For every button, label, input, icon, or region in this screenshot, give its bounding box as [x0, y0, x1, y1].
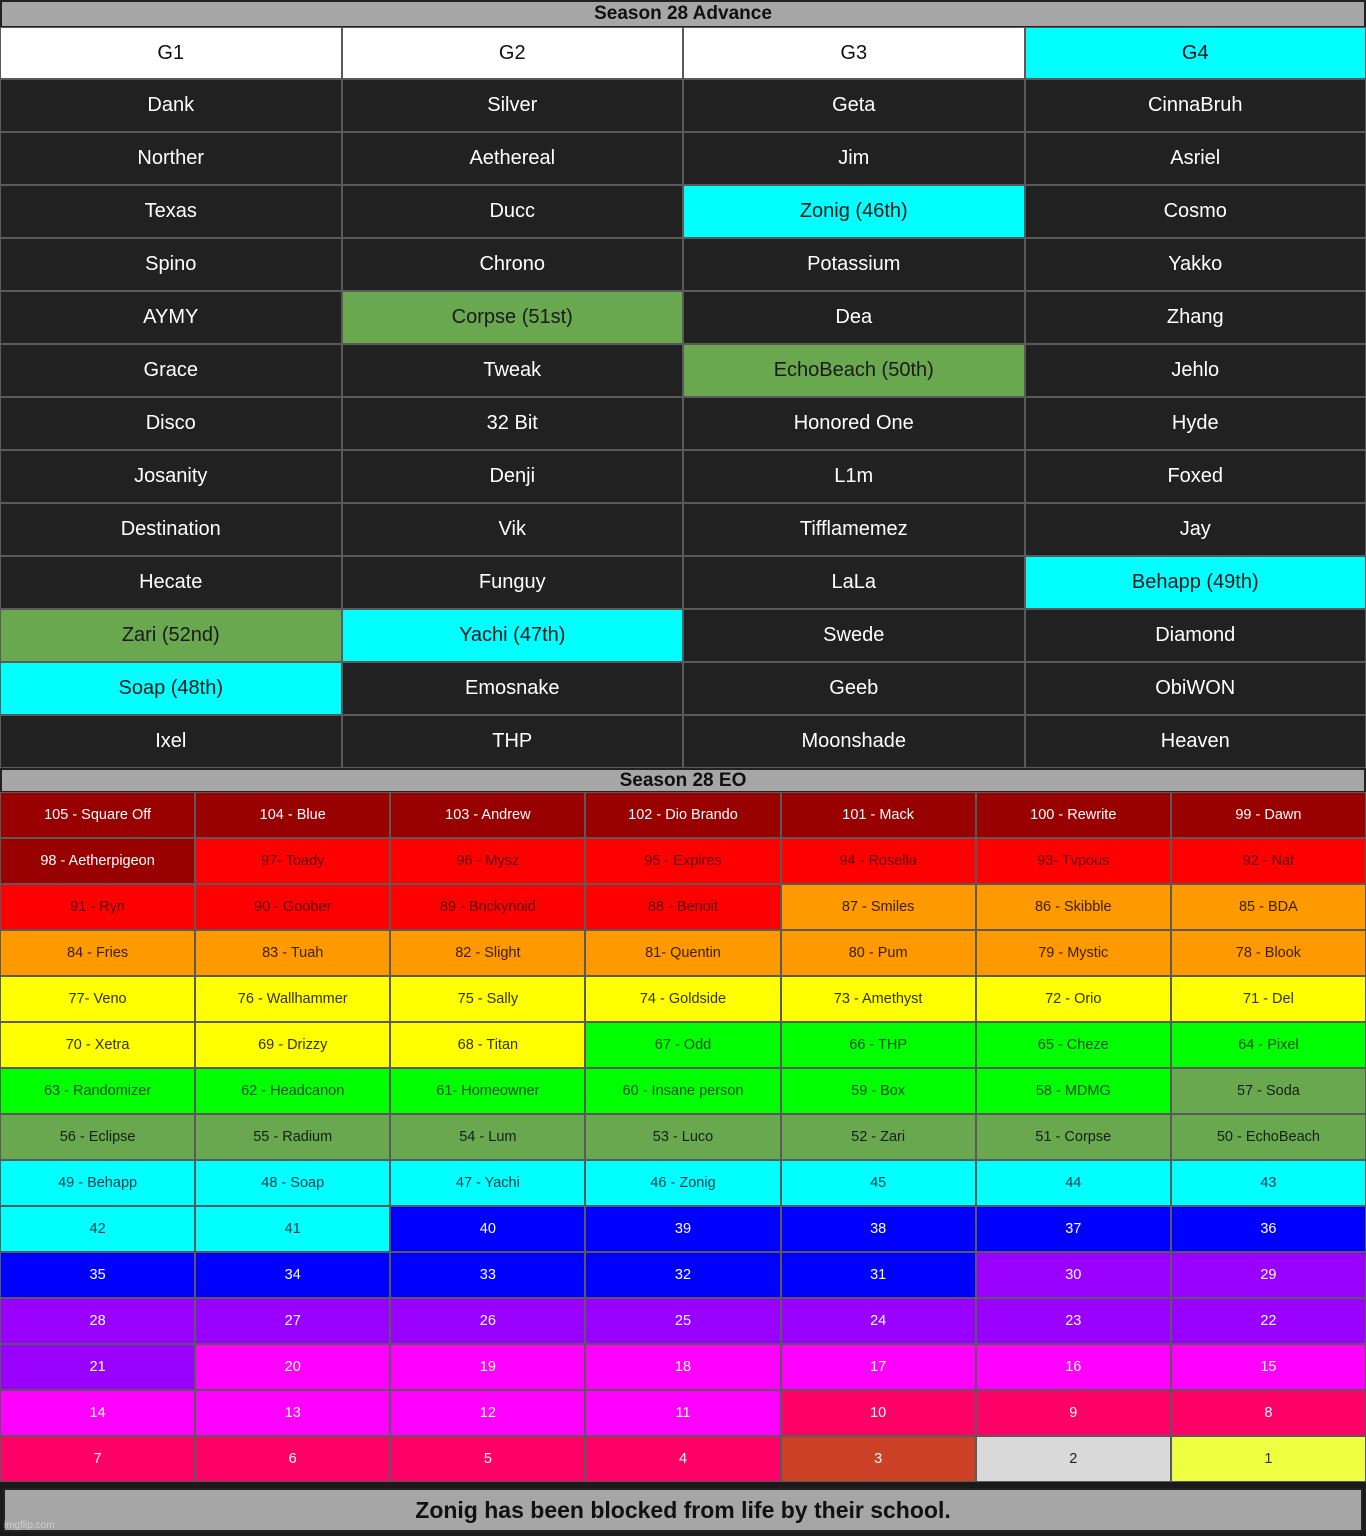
eo-cell: 45 — [781, 1160, 976, 1206]
advance-title: Season 28 Advance — [0, 0, 1366, 28]
eo-cell: 10 — [781, 1390, 976, 1436]
eo-cell: 2 — [976, 1436, 1171, 1482]
advance-cell: Ixel — [0, 715, 342, 768]
eo-cell: 101 - Mack — [781, 792, 976, 838]
eo-cell: 56 - Eclipse — [0, 1114, 195, 1160]
eo-cell: 74 - Goldside — [585, 976, 780, 1022]
eo-cell: 79 - Mystic — [976, 930, 1171, 976]
advance-cell: Norther — [0, 132, 342, 185]
advance-cell: Moonshade — [683, 715, 1025, 768]
advance-cell: L1m — [683, 450, 1025, 503]
eo-cell: 97- Toady — [195, 838, 390, 884]
eo-cell: 7 — [0, 1436, 195, 1482]
eo-cell: 50 - EchoBeach — [1171, 1114, 1366, 1160]
advance-cell: Tweak — [342, 344, 684, 397]
eo-cell: 96 - Mysz — [390, 838, 585, 884]
eo-cell: 34 — [195, 1252, 390, 1298]
eo-cell: 99 - Dawn — [1171, 792, 1366, 838]
advance-header-g1: G1 — [0, 27, 342, 79]
eo-cell: 59 - Box — [781, 1068, 976, 1114]
advance-cell: ObiWON — [1025, 662, 1366, 715]
eo-cell: 15 — [1171, 1344, 1366, 1390]
advance-table — [0, 27, 1366, 769]
eo-cell: 30 — [976, 1252, 1171, 1298]
advance-cell: Destination — [0, 503, 342, 556]
eo-cell: 57 - Soda — [1171, 1068, 1366, 1114]
advance-cell: LaLa — [683, 556, 1025, 609]
eo-cell: 78 - Blook — [1171, 930, 1366, 976]
advance-cell: Tifflamemez — [683, 503, 1025, 556]
eo-cell: 14 — [0, 1390, 195, 1436]
advance-header-g2: G2 — [342, 27, 684, 79]
eo-cell: 24 — [781, 1298, 976, 1344]
eo-cell: 32 — [585, 1252, 780, 1298]
eo-cell: 16 — [976, 1344, 1171, 1390]
advance-cell: Texas — [0, 185, 342, 238]
advance-cell: Heaven — [1025, 715, 1366, 768]
eo-cell: 86 - Skibble — [976, 884, 1171, 930]
eo-cell: 88 - Benoit — [585, 884, 780, 930]
eo-cell: 67 - Odd — [585, 1022, 780, 1068]
eo-cell: 62 - Headcanon — [195, 1068, 390, 1114]
advance-cell: Denji — [342, 450, 684, 503]
eo-cell: 84 - Fries — [0, 930, 195, 976]
advance-header-g4: G4 — [1025, 27, 1366, 79]
advance-cell: Yakko — [1025, 238, 1366, 291]
eo-cell: 87 - Smiles — [781, 884, 976, 930]
advance-cell: Hecate — [0, 556, 342, 609]
eo-cell: 68 - Titan — [390, 1022, 585, 1068]
advance-cell: Asriel — [1025, 132, 1366, 185]
advance-cell: Jay — [1025, 503, 1366, 556]
eo-cell: 63 - Randomizer — [0, 1068, 195, 1114]
eo-cell: 90 - Goober — [195, 884, 390, 930]
eo-cell: 6 — [195, 1436, 390, 1482]
eo-cell: 72 - Orio — [976, 976, 1171, 1022]
advance-cell: Josanity — [0, 450, 342, 503]
advance-cell: THP — [342, 715, 684, 768]
eo-cell: 9 — [976, 1390, 1171, 1436]
eo-cell: 12 — [390, 1390, 585, 1436]
eo-cell: 100 - Rewrite — [976, 792, 1171, 838]
advance-cell: Disco — [0, 397, 342, 450]
advance-cell: Jim — [683, 132, 1025, 185]
eo-cell: 21 — [0, 1344, 195, 1390]
advance-cell: Chrono — [342, 238, 684, 291]
eo-cell: 103 - Andrew — [390, 792, 585, 838]
advance-cell: Diamond — [1025, 609, 1366, 662]
eo-cell: 39 — [585, 1206, 780, 1252]
advance-cell: Zhang — [1025, 291, 1366, 344]
eo-cell: 55 - Radium — [195, 1114, 390, 1160]
eo-cell: 69 - Drizzy — [195, 1022, 390, 1068]
advance-cell: CinnaBruh — [1025, 79, 1366, 132]
eo-cell: 48 - Soap — [195, 1160, 390, 1206]
advance-cell: Hyde — [1025, 397, 1366, 450]
eo-cell: 8 — [1171, 1390, 1366, 1436]
eo-cell: 75 - Sally — [390, 976, 585, 1022]
eo-cell: 60 - Insane person — [585, 1068, 780, 1114]
eo-cell: 46 - Zonig — [585, 1160, 780, 1206]
eo-cell: 35 — [0, 1252, 195, 1298]
eo-cell: 17 — [781, 1344, 976, 1390]
advance-cell: Zonig (46th) — [683, 185, 1025, 238]
eo-cell: 52 - Zari — [781, 1114, 976, 1160]
advance-cell: Ducc — [342, 185, 684, 238]
eo-cell: 36 — [1171, 1206, 1366, 1252]
advance-header-g3: G3 — [683, 27, 1025, 79]
eo-cell: 42 — [0, 1206, 195, 1252]
eo-cell: 4 — [585, 1436, 780, 1482]
eo-cell: 80 - Pum — [781, 930, 976, 976]
eo-cell: 95 - Expires — [585, 838, 780, 884]
advance-cell: Silver — [342, 79, 684, 132]
footer-caption: Zonig has been blocked from life by their school. — [3, 1488, 1363, 1532]
eo-tier-table — [0, 792, 1366, 1482]
eo-cell: 49 - Behapp — [0, 1160, 195, 1206]
eo-cell: 18 — [585, 1344, 780, 1390]
eo-cell: 40 — [390, 1206, 585, 1252]
eo-cell: 5 — [390, 1436, 585, 1482]
advance-cell: Emosnake — [342, 662, 684, 715]
eo-cell: 25 — [585, 1298, 780, 1344]
eo-cell: 82 - Slight — [390, 930, 585, 976]
advance-cell: AYMY — [0, 291, 342, 344]
eo-cell: 70 - Xetra — [0, 1022, 195, 1068]
eo-cell: 51 - Corpse — [976, 1114, 1171, 1160]
eo-cell: 89 - Brickynoid — [390, 884, 585, 930]
advance-cell: Dank — [0, 79, 342, 132]
eo-cell: 47 - Yachi — [390, 1160, 585, 1206]
eo-cell: 26 — [390, 1298, 585, 1344]
eo-cell: 3 — [781, 1436, 976, 1482]
watermark: imgflip.com — [4, 1520, 55, 1531]
advance-cell: Dea — [683, 291, 1025, 344]
eo-cell: 66 - THP — [781, 1022, 976, 1068]
eo-cell: 104 - Blue — [195, 792, 390, 838]
eo-cell: 38 — [781, 1206, 976, 1252]
eo-cell: 44 — [976, 1160, 1171, 1206]
advance-cell: 32 Bit — [342, 397, 684, 450]
eo-cell: 28 — [0, 1298, 195, 1344]
eo-cell: 33 — [390, 1252, 585, 1298]
eo-cell: 37 — [976, 1206, 1171, 1252]
eo-cell: 76 - Wallhammer — [195, 976, 390, 1022]
eo-cell: 102 - Dio Brando — [585, 792, 780, 838]
eo-cell: 54 - Lum — [390, 1114, 585, 1160]
eo-cell: 58 - MDMG — [976, 1068, 1171, 1114]
eo-cell: 23 — [976, 1298, 1171, 1344]
eo-cell: 13 — [195, 1390, 390, 1436]
advance-cell: Zari (52nd) — [0, 609, 342, 662]
eo-cell: 22 — [1171, 1298, 1366, 1344]
eo-cell: 73 - Amethyst — [781, 976, 976, 1022]
advance-cell: EchoBeach (50th) — [683, 344, 1025, 397]
eo-cell: 53 - Luco — [585, 1114, 780, 1160]
eo-cell: 41 — [195, 1206, 390, 1252]
advance-cell: Funguy — [342, 556, 684, 609]
advance-cell: Potassium — [683, 238, 1025, 291]
eo-cell: 105 - Square Off — [0, 792, 195, 838]
advance-cell: Vik — [342, 503, 684, 556]
eo-title: Season 28 EO — [0, 768, 1366, 793]
eo-cell: 20 — [195, 1344, 390, 1390]
advance-cell: Grace — [0, 344, 342, 397]
advance-cell: Corpse (51st) — [342, 291, 684, 344]
eo-cell: 64 - Pixel — [1171, 1022, 1366, 1068]
advance-cell: Jehlo — [1025, 344, 1366, 397]
eo-cell: 29 — [1171, 1252, 1366, 1298]
eo-cell: 43 — [1171, 1160, 1366, 1206]
advance-cell: Swede — [683, 609, 1025, 662]
eo-cell: 91 - Ryn — [0, 884, 195, 930]
advance-cell: Geta — [683, 79, 1025, 132]
advance-cell: Honored One — [683, 397, 1025, 450]
advance-cell: Geeb — [683, 662, 1025, 715]
eo-cell: 1 — [1171, 1436, 1366, 1482]
advance-cell: Foxed — [1025, 450, 1366, 503]
advance-cell: Spino — [0, 238, 342, 291]
eo-cell: 19 — [390, 1344, 585, 1390]
advance-cell: Behapp (49th) — [1025, 556, 1366, 609]
eo-cell: 92 - Nat — [1171, 838, 1366, 884]
advance-cell: Cosmo — [1025, 185, 1366, 238]
footer — [0, 1484, 1366, 1536]
advance-cell: Soap (48th) — [0, 662, 342, 715]
eo-cell: 77- Veno — [0, 976, 195, 1022]
eo-cell: 61- Homeowner — [390, 1068, 585, 1114]
eo-cell: 83 - Tuah — [195, 930, 390, 976]
eo-cell: 98 - Aetherpigeon — [0, 838, 195, 884]
eo-cell: 31 — [781, 1252, 976, 1298]
eo-cell: 27 — [195, 1298, 390, 1344]
eo-cell: 94 - Rosella — [781, 838, 976, 884]
advance-cell: Yachi (47th) — [342, 609, 684, 662]
eo-cell: 81- Quentin — [585, 930, 780, 976]
eo-cell: 65 - Cheze — [976, 1022, 1171, 1068]
eo-cell: 85 - BDA — [1171, 884, 1366, 930]
eo-cell: 71 - Del — [1171, 976, 1366, 1022]
eo-cell: 93- Tvpous — [976, 838, 1171, 884]
advance-cell: Aethereal — [342, 132, 684, 185]
eo-cell: 11 — [585, 1390, 780, 1436]
